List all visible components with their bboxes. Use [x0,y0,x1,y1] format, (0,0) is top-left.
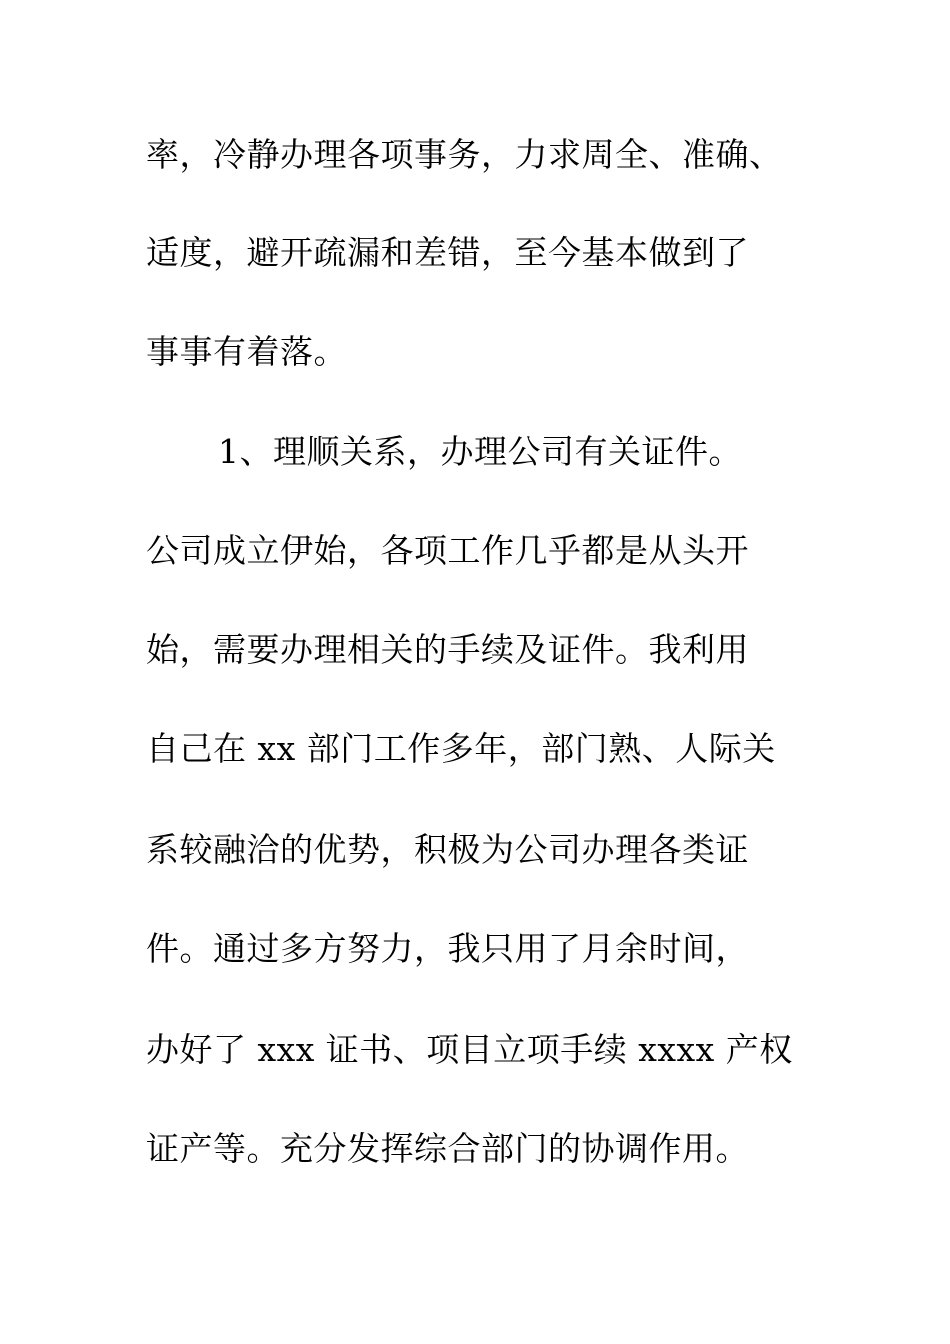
text-line: 事事有着落。 [146,332,347,371]
text-line: 率，冷静办理各项事务，力求周全、准确、 [146,135,783,174]
text-line: 自己在 xx 部门工作多年，部门熟、人际关 [146,729,776,768]
text-line: 件。通过多方努力，我只用了月余时间， [146,929,749,968]
text-line: 证产等。充分发挥综合部门的协调作用。 [146,1129,749,1168]
section-heading: 1、理顺关系，办理公司有关证件。 [218,432,742,471]
text-line: 系较融洽的优势，积极为公司办理各类证 [146,830,749,869]
text-line: 办好了 xxx 证书、项目立项手续 xxxx 产权 [146,1030,793,1069]
text-line: 公司成立伊始，各项工作几乎都是从头开 [146,531,749,570]
text-line: 适度，避开疏漏和差错，至今基本做到了 [146,233,749,272]
text-line: 始，需要办理相关的手续及证件。我利用 [146,630,749,669]
